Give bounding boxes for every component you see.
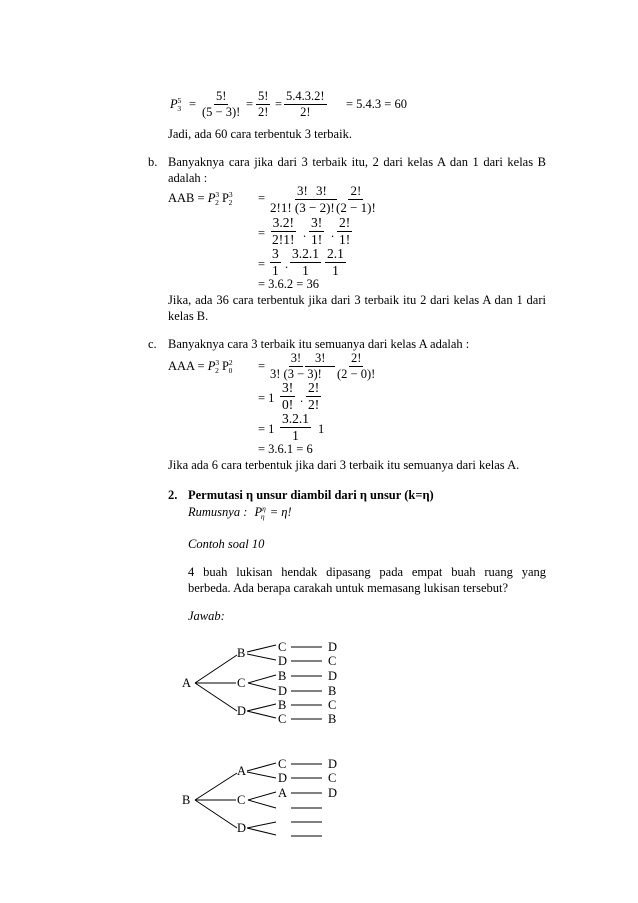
equals-sign: = — [246, 97, 254, 111]
fraction: $\frac{3!}{3! (3 - 3)!}$ — [270, 351, 322, 382]
equals-sign: = — [258, 257, 266, 271]
tree-leaf: C — [328, 771, 337, 785]
part-c-step2-prefix: = 1 — [258, 391, 275, 405]
equals-sign: = — [258, 191, 266, 205]
equals-sign: = — [258, 226, 266, 240]
fraction: $\frac{3.2.1}{1}$ — [292, 246, 319, 279]
fraction: $\frac{2!}{(2 - 0)!}$ — [337, 351, 376, 382]
tree-node: C — [237, 676, 246, 690]
tree-leaf: B — [328, 684, 337, 698]
item-marker-c: c. — [148, 337, 157, 351]
fraction: $\frac{3!}{1!}$ — [311, 215, 323, 248]
fraction: $\frac{5.4.3.2!}{2!}$ — [286, 89, 325, 120]
tree-node: C — [278, 712, 287, 726]
part-c-conclusion: Jika ada 6 cara terbentuk jika dari 3 terbaik itu semuanya dari kelas A. — [168, 458, 520, 472]
dot: . — [300, 391, 304, 405]
tree-node: B — [278, 669, 287, 683]
section-number: 2. — [168, 488, 178, 502]
tree-node: C — [278, 757, 287, 771]
fraction: $\frac{5!}{2!}$ — [258, 89, 269, 120]
equals-sign: = — [189, 97, 197, 111]
tree-leaf: C — [328, 698, 337, 712]
tree-node: D — [237, 821, 247, 835]
tree-node: B — [237, 646, 246, 660]
tree-leaf: D — [328, 669, 338, 683]
part-c-lhs: AAA = $P^3_2$ $P^2_0$ — [168, 358, 233, 375]
part-c-step3-prefix: = 1 — [258, 422, 275, 436]
fraction: $\frac{3!}{0!}$ — [282, 380, 294, 413]
tree-node: D — [278, 654, 288, 668]
dot: . — [285, 257, 289, 271]
tree-node: C — [237, 793, 246, 807]
tree-leaf: D — [328, 757, 338, 771]
tree-node: A — [237, 764, 247, 778]
fraction: $\frac{2!}{2!}$ — [308, 380, 320, 413]
fraction: $\frac{3!}{2!1! (3 - 2)!}$ — [270, 183, 335, 215]
tree-node-root: A — [182, 676, 192, 690]
permutation-symbol: $P^5_3$ — [170, 96, 182, 113]
part-b-question-line2: adalah : — [168, 171, 208, 185]
fraction: 3! — [306, 184, 337, 201]
tree-node: A — [278, 786, 288, 800]
section-heading: Permutasi η unsur diambil dari η unsur (k=η) — [188, 488, 434, 502]
tree-node: B — [278, 698, 287, 712]
tree-leaf: D — [328, 640, 338, 654]
part-c-question: Banyaknya cara 3 terbaik itu semuanya dari kelas A adalah : — [168, 337, 470, 351]
equals-sign: = — [258, 359, 266, 373]
problem-line1: 4 buah lukisan hendak dipasang pada empat buah ruang yang — [188, 565, 546, 579]
answer-label: Jawab: — [188, 609, 225, 623]
tree-leaf: B — [328, 712, 337, 726]
formula-result: = 5.4.3 = 60 — [346, 97, 407, 111]
tree-leaf: D — [328, 786, 338, 800]
dot: . — [331, 226, 335, 240]
part-b-conclusion-line2: kelas B. — [168, 309, 209, 323]
part-b-question-line1: Banyaknya cara jika dari 3 terbaik itu, 2 dari kelas A dan 1 dari kelas B — [168, 155, 546, 169]
item-marker-b: b. — [148, 155, 158, 169]
tree-node-root: B — [182, 793, 191, 807]
fraction: $\frac{2.1}{1}$ — [327, 246, 344, 279]
fraction: $\frac{3.2!}{2!1!}$ — [272, 215, 295, 248]
part-c-step3-suffix: 1 — [318, 422, 325, 436]
part-c-result: = 3.6.1 = 6 — [258, 442, 313, 456]
part-b-result: = 3.6.2 = 36 — [258, 277, 319, 291]
dot: . — [303, 226, 307, 240]
formula-row: Rumusnya : $P^\eta_\eta = \eta$! — [188, 504, 292, 521]
problem-line2: berbeda. Ada berapa carakah untuk memasang lukisan tersebut? — [188, 581, 509, 595]
tree-node: D — [278, 684, 288, 698]
fraction: $\frac{3}{1}$ — [272, 246, 279, 279]
tree-node: D — [278, 771, 288, 785]
part-b-lhs: AAB = $P^3_2$ $P^3_2$ — [168, 190, 233, 207]
top-conclusion: Jadi, ada 60 cara terbentuk 3 terbaik. — [168, 127, 352, 141]
part-b-conclusion-line1: Jika, ada 36 cara terbentuk jika dari 3 terbaik itu 2 dari kelas A dan 1 dari — [168, 293, 546, 307]
fraction: 3! — [305, 352, 335, 368]
example-label: Contoh soal 10 — [188, 537, 265, 551]
fraction: $\frac{3.2.1}{1}$ — [282, 411, 309, 444]
fraction: $\frac{2!}{(2 - 1)!}$ — [336, 183, 376, 215]
equals-sign: = — [275, 97, 283, 111]
tree-node: D — [237, 704, 247, 718]
fraction: $\frac{2!}{1!}$ — [339, 215, 351, 248]
tree-leaf: C — [328, 654, 337, 668]
fraction: $\frac{5!}{(5 - 3)!}$ — [202, 89, 241, 120]
tree-node: C — [278, 640, 287, 654]
